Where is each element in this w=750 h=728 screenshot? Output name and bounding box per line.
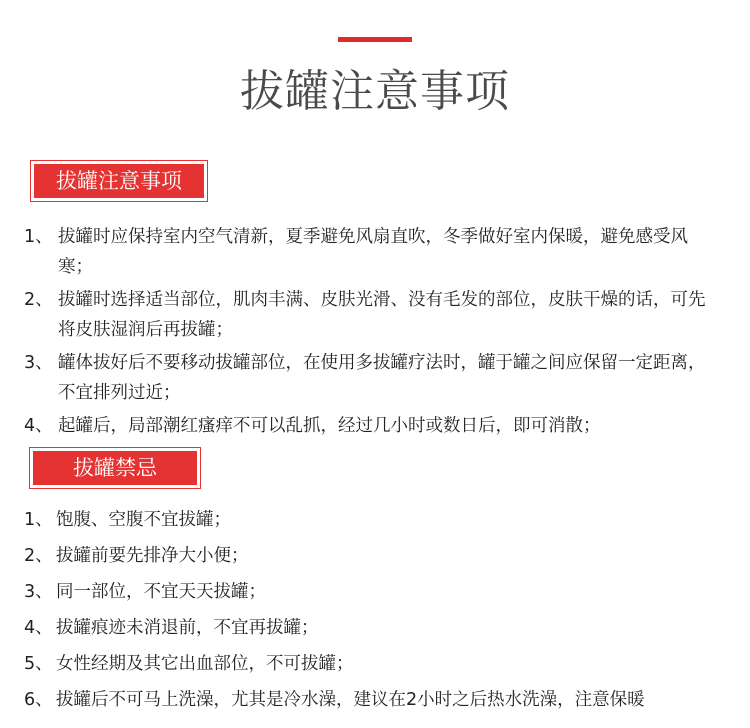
list-item [0, 411, 750, 441]
section-badge-precautions: 拔罐注意事项 [34, 164, 204, 198]
item-text: 拔罐时选择适当部位，肌肉丰满、皮肤光滑、没有毛发的部位，皮肤干燥的话，可先将皮肤湿润后再拔罐； [58, 290, 706, 340]
item-number: 4、 [24, 416, 53, 436]
precautions-list [0, 222, 750, 444]
item-number: 1、 [24, 227, 53, 247]
list-item [0, 577, 750, 607]
contraindications-list [0, 505, 750, 721]
item-number: 5、 [24, 654, 53, 674]
list-item [0, 685, 750, 715]
item-text: 拔罐后不可马上洗澡，尤其是冷水澡，建议在2小时之后热水洗澡，注意保暖 [56, 690, 645, 710]
page-title: 拔罐注意事项 [240, 66, 510, 117]
list-item [0, 505, 750, 535]
item-text: 拔罐时应保持室内空气清新，夏季避免风扇直吹，冬季做好室内保暖，避免感受风寒； [58, 227, 688, 277]
item-text: 饱腹、空腹不宜拔罐； [56, 510, 231, 530]
list-item [0, 222, 750, 282]
list-item [0, 649, 750, 679]
item-number: 2、 [24, 546, 53, 566]
item-text: 起罐后，局部潮红瘙痒不可以乱抓，经过几小时或数日后，即可消散； [58, 416, 601, 436]
item-number: 2、 [24, 290, 53, 310]
item-text: 拔罐前要先排净大小便； [56, 546, 249, 566]
item-number: 3、 [24, 582, 53, 602]
title-accent-bar [338, 37, 412, 42]
item-number: 4、 [24, 618, 53, 638]
item-text: 同一部位，不宜天天拔罐； [56, 582, 266, 602]
item-number: 1、 [24, 510, 53, 530]
item-text: 女性经期及其它出血部位，不可拔罐； [56, 654, 354, 674]
list-item [0, 541, 750, 571]
section-badge-contraindications: 拔罐禁忌 [33, 451, 197, 485]
item-text: 拔罐痕迹未消退前，不宜再拔罐； [56, 618, 319, 638]
item-text: 罐体拔好后不要移动拔罐部位，在使用多拔罐疗法时，罐于罐之间应保留一定距离，不宜排列过近； [58, 353, 706, 403]
item-number: 6、 [24, 690, 53, 710]
item-number: 3、 [24, 353, 53, 373]
list-item [0, 613, 750, 643]
list-item [0, 348, 750, 408]
list-item [0, 285, 750, 345]
